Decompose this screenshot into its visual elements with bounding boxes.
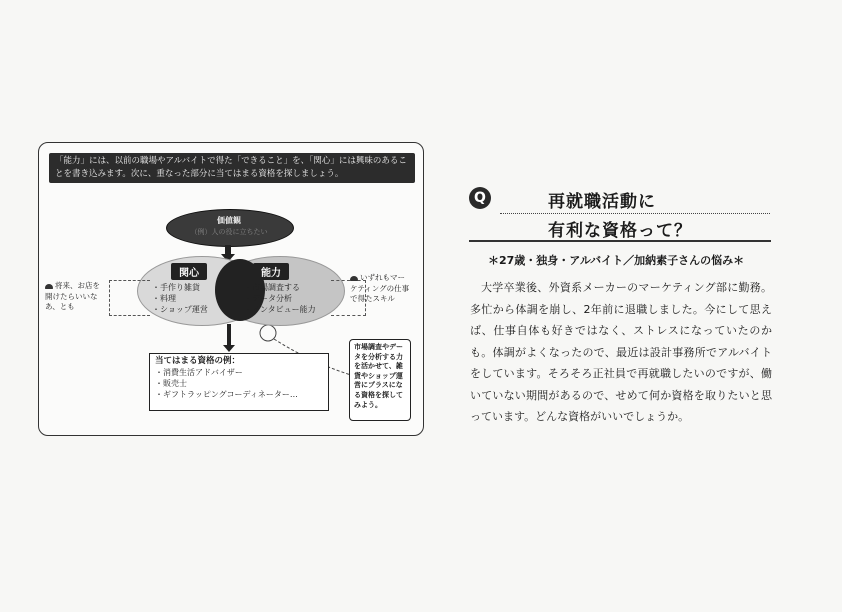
question-badge-icon: Q bbox=[469, 187, 491, 209]
values-label: 価値観 bbox=[217, 216, 241, 225]
qualification-examples-box bbox=[149, 353, 329, 411]
result-item: ・消費生活アドバイザー bbox=[155, 368, 243, 377]
right-side-note bbox=[350, 273, 412, 305]
question-title-line1: 再就職活動に bbox=[548, 192, 656, 212]
left-note-text: 将来、お店を開けたらいいなあ、とも bbox=[45, 281, 100, 311]
result-item: ・ギフトラッピングコーディネーター… bbox=[155, 390, 298, 399]
diagram-intro-text: 「能力」には、以前の職場やアルバイトで得た「できること」を、「関心」には興味のあることを書き込みます。次に、重なった部分に当てはまる資格を探しましょう。 bbox=[49, 153, 415, 183]
result-item: ・販売士 bbox=[155, 379, 187, 388]
left-bracket bbox=[109, 280, 150, 316]
question-body: 大学卒業後、外資系メーカーのマーケティング部に勤務。多忙から体調を崩し、2年前に退職しました。今にして思えば、仕事自体も好きではなく、ストレスになっていたのかも。体調がよくなったので、最近は設計事務所でアルバイトをしています。そろそろ正社員で再就職したいのですが、働いていない期間があるので、せめて何か資格を取りたいと思っています。どんな資格がいいでしょうか。 bbox=[470, 281, 772, 423]
values-example: （例）人の役に立ちたい bbox=[190, 228, 268, 236]
down-arrow-head-icon bbox=[223, 345, 235, 352]
ability-item: ・データ分析 bbox=[244, 294, 292, 303]
result-title: 当てはまる資格の例： bbox=[155, 356, 241, 366]
left-side-note bbox=[45, 281, 103, 313]
interest-label: 関心 bbox=[171, 263, 207, 280]
title-divider bbox=[500, 213, 770, 214]
down-arrow-icon bbox=[227, 324, 231, 346]
face-icon bbox=[45, 284, 53, 289]
right-note-text: いずれもマーケティングの仕事で得たスキル bbox=[350, 273, 410, 303]
interest-item: ・ショップ運営 bbox=[152, 305, 208, 314]
question-subtitle: ＊27歳・独身・アルバイト／加納素子さんの悩み＊ bbox=[488, 254, 745, 267]
ability-label: 能力 bbox=[253, 263, 289, 280]
face-icon bbox=[350, 276, 358, 281]
interest-item: ・料理 bbox=[152, 294, 176, 303]
ability-list bbox=[244, 282, 316, 315]
interest-list bbox=[152, 282, 208, 315]
diagram-panel bbox=[38, 142, 424, 436]
callout-note: 市場調査やデータを分析する力を活かせて、雑貨やショップ運営にプラスになる資格を探してみよう。 bbox=[349, 339, 411, 421]
title-underline bbox=[469, 240, 771, 242]
ability-item: ・市場調査する bbox=[244, 283, 300, 292]
interest-item: ・手作り雑貨 bbox=[152, 283, 200, 292]
question-title-line2: 有利な資格って？ bbox=[548, 221, 692, 241]
ability-item: ・インタビュー能力 bbox=[244, 305, 316, 314]
